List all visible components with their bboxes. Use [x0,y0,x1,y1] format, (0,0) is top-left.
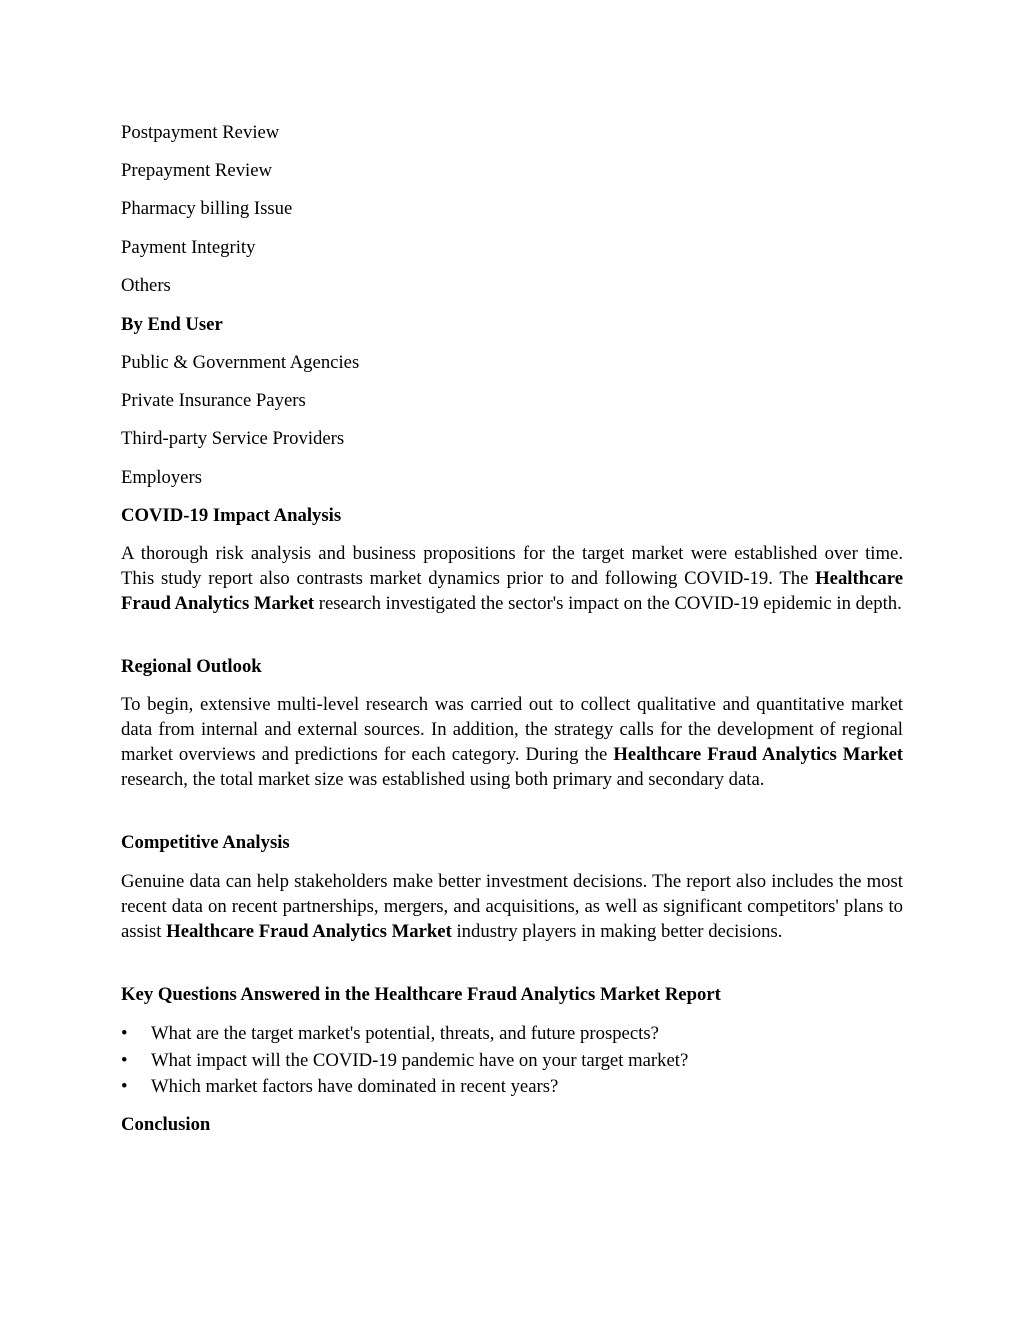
bullet-icon: • [121,1076,128,1097]
bullet-text: What impact will the COVID-19 pandemic have on your target market? [151,1049,689,1071]
paragraph-text: industry players in making better decisions. [451,921,783,942]
bullet-item [121,1048,903,1075]
bullet-icon: • [121,1023,128,1044]
section-heading-regional: Regional Outlook [121,656,262,677]
paragraph-emphasis: Healthcare Fraud Analytics Market [166,921,452,942]
paragraph-text: Genuine data can help stakeholders make better investment decisions. The report also includes the most recent data on recent partnerships, mergers, and acquisitions, as well as significant competitors' plans to assist [121,871,903,942]
paragraph-text: research, the total market size was established using both primary and secondary data. [121,769,765,790]
bullet-item [121,1021,903,1048]
list-item: Postpayment Review [121,122,280,143]
bullet-text: What are the target market's potential, threats, and future prospects? [151,1023,659,1044]
paragraph-text: research investigated the sector's impact on the COVID-19 epidemic in depth. [314,593,902,614]
list-item: Payment Integrity [121,237,256,258]
bullet-item [121,1074,903,1101]
section-heading-key-questions: Key Questions Answered in the Healthcare Fraud Analytics Market Report [121,984,721,1005]
list-item: Others [121,275,171,296]
list-item: Pharmacy billing Issue [121,198,293,219]
paragraph-regional [121,692,903,792]
bullet-text: Which market factors have dominated in recent years? [151,1076,559,1097]
paragraph-text: To begin, extensive multi-level research was carried out to collect qualitative and quantitative market data from internal and external sources. In addition, the strategy calls for the development of regional market overviews and predictions for each category. During the [121,694,903,765]
paragraph-competitive [121,869,903,944]
section-heading-conclusion: Conclusion [121,1114,211,1135]
bullet-icon: • [121,1049,128,1071]
list-item: Employers [121,467,202,488]
list-item: Public & Government Agencies [121,352,360,373]
list-item: Third-party Service Providers [121,428,345,449]
paragraph-text: A thorough risk analysis and business propositions for the target market were established over time. This study report also contrasts market dynamics prior to and following COVID-19. The [121,543,903,589]
bullet-list [121,1021,903,1101]
paragraph-covid [121,541,903,616]
list-item: Prepayment Review [121,160,273,181]
section-heading-end-user: By End User [121,314,223,335]
section-heading-covid: COVID-19 Impact Analysis [121,505,342,526]
list-item: Private Insurance Payers [121,390,306,411]
section-heading-competitive: Competitive Analysis [121,832,290,853]
paragraph-emphasis: Healthcare Fraud Analytics Market [613,744,903,765]
paragraph-emphasis: Healthcare Fraud Analytics Market [121,568,903,614]
